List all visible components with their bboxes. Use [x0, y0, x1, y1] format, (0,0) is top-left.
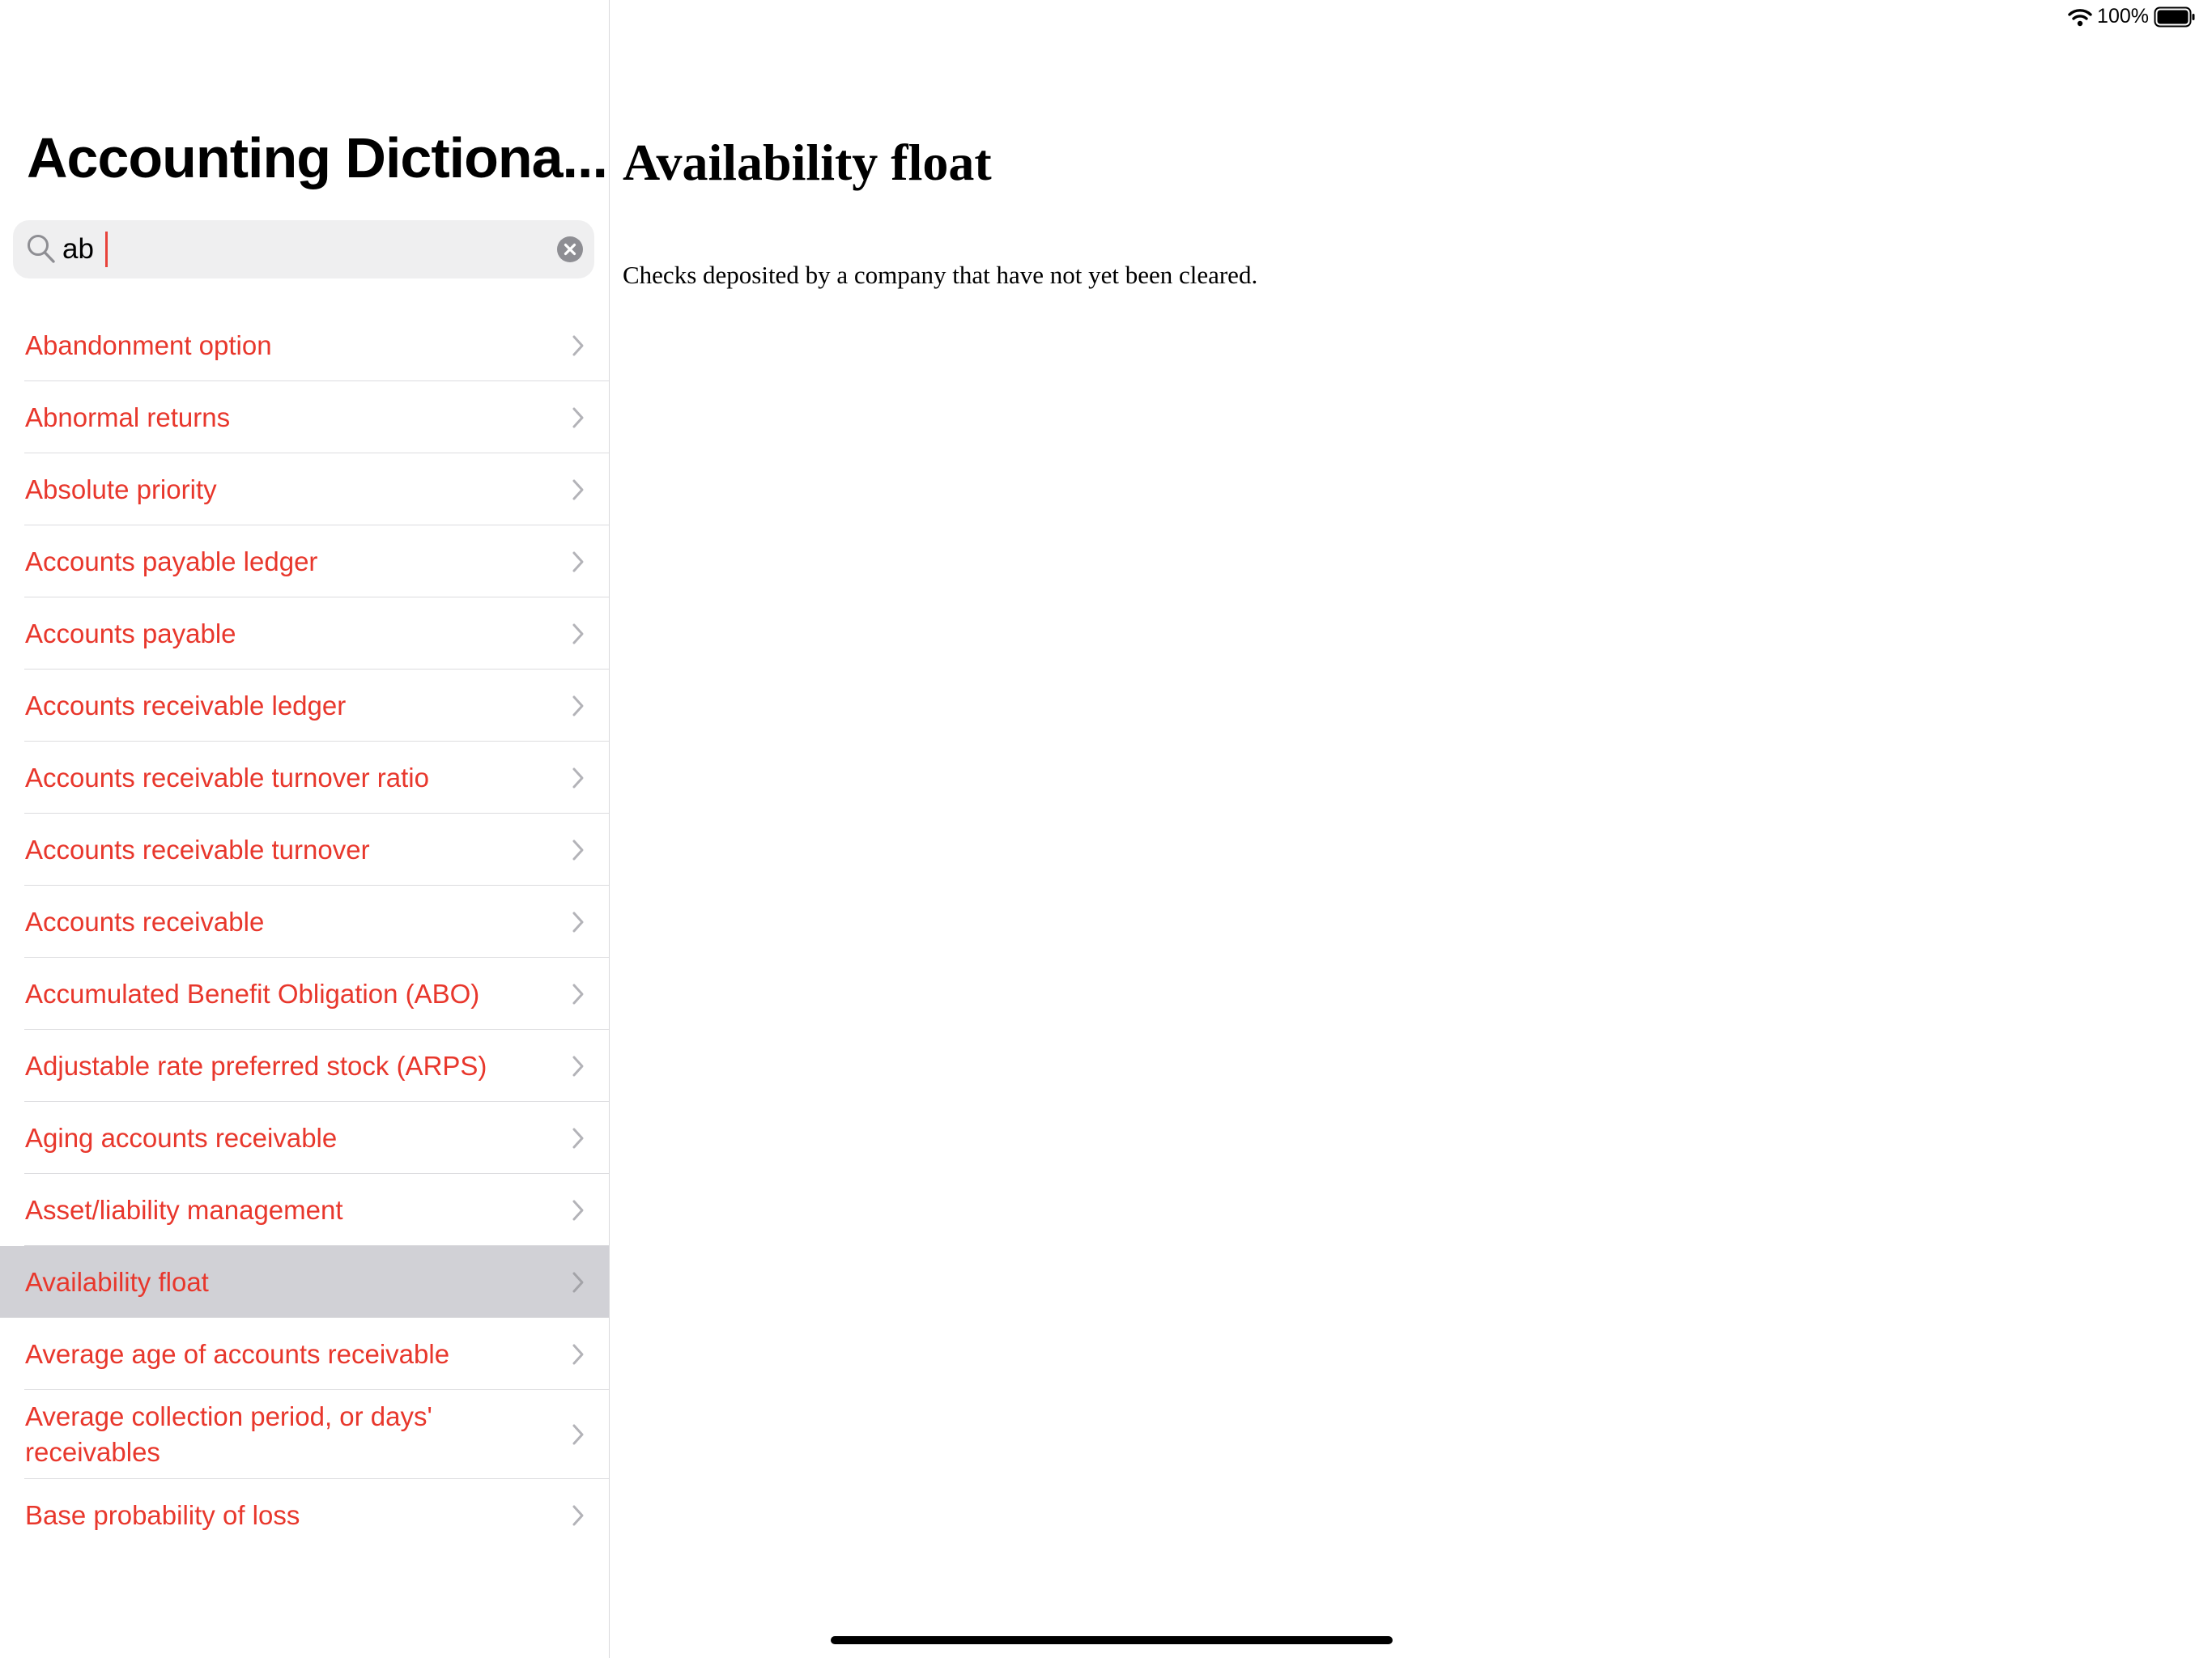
list-item-adjustable-rate-preferred-stock[interactable] — [0, 1030, 609, 1102]
clear-icon — [557, 236, 583, 262]
list-item-label: Asset/liability management — [25, 1194, 343, 1225]
clear-search-button[interactable] — [557, 236, 583, 262]
chevron-right-icon — [572, 983, 585, 1010]
list-item-accounts-payable[interactable] — [0, 597, 609, 670]
list-item-label: Accounts receivable — [25, 906, 265, 937]
list-item-average-collection-period[interactable] — [0, 1390, 609, 1479]
list-item-label: Aging accounts receivable — [25, 1122, 338, 1153]
search-input[interactable] — [62, 228, 548, 270]
list-item-label: Availability float — [25, 1266, 209, 1297]
chevron-right-icon — [572, 334, 585, 361]
list-item-base-probability-of-loss[interactable] — [0, 1479, 609, 1551]
home-indicator[interactable] — [831, 1636, 1393, 1644]
search-icon — [26, 233, 57, 270]
list-item-label: Accounts payable ledger — [25, 546, 318, 576]
list-item-aging-accounts-receivable[interactable] — [0, 1102, 609, 1174]
list-item-label: Average age of accounts receivable — [25, 1338, 450, 1369]
list-item-accounts-receivable[interactable] — [0, 886, 609, 958]
list-item-label: Accounts receivable ledger — [25, 690, 347, 721]
detail-pane — [610, 0, 2212, 1658]
list-item-accounts-receivable-turnover[interactable] — [0, 814, 609, 886]
chevron-right-icon — [572, 1504, 585, 1531]
list-item-accounts-payable-ledger[interactable] — [0, 525, 609, 597]
chevron-right-icon — [572, 478, 585, 505]
chevron-right-icon — [572, 1199, 585, 1226]
list-item-label: Abnormal returns — [25, 402, 231, 432]
chevron-right-icon — [572, 406, 585, 433]
list-item-abandonment-option[interactable] — [0, 309, 609, 381]
battery-percentage: 100% — [2097, 5, 2149, 28]
list-item-absolute-priority[interactable] — [0, 453, 609, 525]
list-item-label: Adjustable rate preferred stock (ARPS) — [25, 1050, 487, 1081]
chevron-right-icon — [572, 911, 585, 937]
chevron-right-icon — [572, 1127, 585, 1154]
chevron-right-icon — [572, 767, 585, 793]
list-item-label: Base probability of loss — [25, 1499, 300, 1530]
list-item-accumulated-benefit-obligation[interactable] — [0, 958, 609, 1030]
list-item-label: Absolute priority — [25, 474, 217, 504]
list-item-accounts-receivable-turnover-ratio[interactable] — [0, 742, 609, 814]
search-bar[interactable] — [13, 220, 594, 278]
list-item-accounts-receivable-ledger[interactable] — [0, 670, 609, 742]
list-item-label: Accounts receivable turnover — [25, 834, 370, 865]
list-item-abnormal-returns[interactable] — [0, 381, 609, 453]
list-item-label: Accumulated Benefit Obligation (ABO) — [25, 978, 480, 1009]
chevron-right-icon — [572, 623, 585, 649]
chevron-right-icon — [572, 839, 585, 865]
list-item-label: Accounts receivable turnover ratio — [25, 762, 429, 793]
chevron-right-icon — [572, 695, 585, 721]
chevron-right-icon — [572, 1271, 585, 1298]
list-item-availability-float[interactable] — [0, 1246, 609, 1318]
term-title: Availability float — [623, 134, 992, 191]
sidebar-title: Accounting Dictiona... — [27, 126, 607, 189]
chevron-right-icon — [572, 1055, 585, 1082]
sidebar — [0, 0, 610, 1658]
chevron-right-icon — [572, 1423, 585, 1450]
chevron-right-icon — [572, 551, 585, 577]
list-item-label: Accounts payable — [25, 618, 236, 648]
list-item-label: Abandonment option — [25, 329, 272, 360]
list-item-label: Average collection period, or days' receivables — [25, 1401, 432, 1467]
term-definition: Checks deposited by a company that have not yet been cleared. — [623, 261, 1258, 289]
text-cursor — [105, 232, 108, 267]
term-list — [0, 309, 609, 1551]
list-item-average-age-of-accounts-receivable[interactable] — [0, 1318, 609, 1390]
chevron-right-icon — [572, 1343, 585, 1370]
list-item-asset-liability-management[interactable] — [0, 1174, 609, 1246]
